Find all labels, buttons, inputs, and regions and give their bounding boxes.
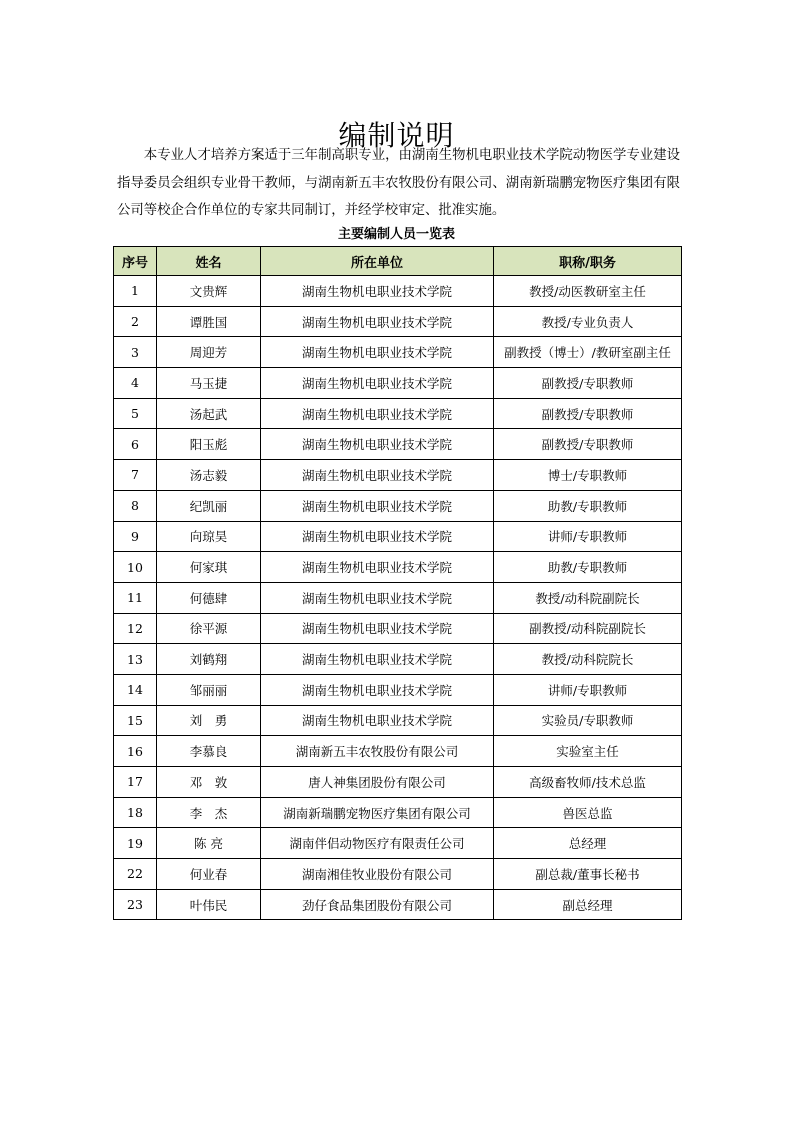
cell-unit: 湖南新瑞鹏宠物医疗集团有限公司 bbox=[261, 797, 494, 828]
cell-title: 副总裁/董事长秘书 bbox=[494, 859, 682, 890]
cell-name: 何家琪 bbox=[157, 552, 261, 583]
cell-no: 12 bbox=[114, 613, 157, 644]
table-row bbox=[114, 828, 682, 859]
table-row bbox=[114, 398, 682, 429]
cell-unit: 湖南生物机电职业技术学院 bbox=[261, 521, 494, 552]
cell-name: 李慕良 bbox=[157, 736, 261, 767]
table-body bbox=[114, 276, 682, 920]
cell-name: 叶伟民 bbox=[157, 889, 261, 920]
table-row bbox=[114, 490, 682, 521]
header-unit: 所在单位 bbox=[261, 247, 494, 276]
cell-no: 10 bbox=[114, 552, 157, 583]
cell-no: 6 bbox=[114, 429, 157, 460]
cell-no: 19 bbox=[114, 828, 157, 859]
cell-title: 讲师/专职教师 bbox=[494, 521, 682, 552]
cell-name: 汤志毅 bbox=[157, 460, 261, 491]
cell-title: 副教授/专职教师 bbox=[494, 368, 682, 399]
cell-unit: 劲仔食品集团股份有限公司 bbox=[261, 889, 494, 920]
table-row bbox=[114, 859, 682, 890]
cell-no: 5 bbox=[114, 398, 157, 429]
table-row bbox=[114, 337, 682, 368]
cell-no: 17 bbox=[114, 767, 157, 798]
cell-title: 讲师/专职教师 bbox=[494, 674, 682, 705]
cell-name: 周迎芳 bbox=[157, 337, 261, 368]
cell-name: 陈 亮 bbox=[157, 828, 261, 859]
table-row bbox=[114, 767, 682, 798]
cell-unit: 湖南新五丰农牧股份有限公司 bbox=[261, 736, 494, 767]
table-row bbox=[114, 736, 682, 767]
cell-title: 总经理 bbox=[494, 828, 682, 859]
table-row bbox=[114, 460, 682, 491]
cell-no: 11 bbox=[114, 582, 157, 613]
table-header-row bbox=[114, 247, 682, 276]
table-row bbox=[114, 521, 682, 552]
cell-no: 18 bbox=[114, 797, 157, 828]
cell-no: 1 bbox=[114, 276, 157, 307]
cell-name: 纪凯丽 bbox=[157, 490, 261, 521]
cell-name: 刘 勇 bbox=[157, 705, 261, 736]
table-row bbox=[114, 582, 682, 613]
cell-name: 向琼昊 bbox=[157, 521, 261, 552]
cell-unit: 唐人神集团股份有限公司 bbox=[261, 767, 494, 798]
cell-title: 助教/专职教师 bbox=[494, 552, 682, 583]
cell-unit: 湖南生物机电职业技术学院 bbox=[261, 582, 494, 613]
intro-paragraph: 本专业人才培养方案适于三年制高职专业，由湖南生物机电职业技术学院动物医学专业建设指导委员会组织专业骨干教师，与湖南新五丰农牧股份有限公司、湖南新瑞鹏宠物医疗集团有限公司等校企合作单位的专家共同制订，并经学校审定、批准实施。 bbox=[117, 148, 680, 218]
header-no: 序号 bbox=[114, 247, 157, 276]
cell-unit: 湖南湘佳牧业股份有限公司 bbox=[261, 859, 494, 890]
header-name: 姓名 bbox=[157, 247, 261, 276]
cell-no: 2 bbox=[114, 306, 157, 337]
cell-unit: 湖南生物机电职业技术学院 bbox=[261, 429, 494, 460]
cell-no: 16 bbox=[114, 736, 157, 767]
cell-unit: 湖南生物机电职业技术学院 bbox=[261, 644, 494, 675]
table-row bbox=[114, 552, 682, 583]
cell-name: 何业春 bbox=[157, 859, 261, 890]
cell-unit: 湖南生物机电职业技术学院 bbox=[261, 306, 494, 337]
cell-name: 汤起武 bbox=[157, 398, 261, 429]
cell-title: 实验员/专职教师 bbox=[494, 705, 682, 736]
cell-no: 9 bbox=[114, 521, 157, 552]
cell-name: 徐平源 bbox=[157, 613, 261, 644]
cell-no: 23 bbox=[114, 889, 157, 920]
table-row bbox=[114, 613, 682, 644]
table-row bbox=[114, 276, 682, 307]
cell-title: 副总经理 bbox=[494, 889, 682, 920]
staff-table bbox=[113, 246, 682, 920]
cell-unit: 湖南生物机电职业技术学院 bbox=[261, 398, 494, 429]
cell-unit: 湖南生物机电职业技术学院 bbox=[261, 613, 494, 644]
cell-title: 教授/动医教研室主任 bbox=[494, 276, 682, 307]
cell-name: 谭胜国 bbox=[157, 306, 261, 337]
cell-unit: 湖南生物机电职业技术学院 bbox=[261, 337, 494, 368]
table-row bbox=[114, 368, 682, 399]
cell-name: 李 杰 bbox=[157, 797, 261, 828]
cell-title: 兽医总监 bbox=[494, 797, 682, 828]
cell-no: 14 bbox=[114, 674, 157, 705]
cell-name: 阳玉彪 bbox=[157, 429, 261, 460]
cell-title: 副教授/动科院副院长 bbox=[494, 613, 682, 644]
cell-unit: 湖南生物机电职业技术学院 bbox=[261, 490, 494, 521]
cell-name: 邓 敦 bbox=[157, 767, 261, 798]
table-row bbox=[114, 306, 682, 337]
page-title: 编制说明 bbox=[338, 118, 455, 152]
cell-unit: 湖南伴侣动物医疗有限责任公司 bbox=[261, 828, 494, 859]
table-row bbox=[114, 429, 682, 460]
cell-unit: 湖南生物机电职业技术学院 bbox=[261, 276, 494, 307]
cell-title: 博士/专职教师 bbox=[494, 460, 682, 491]
cell-no: 13 bbox=[114, 644, 157, 675]
cell-no: 3 bbox=[114, 337, 157, 368]
cell-title: 教授/动科院副院长 bbox=[494, 582, 682, 613]
cell-unit: 湖南生物机电职业技术学院 bbox=[261, 674, 494, 705]
header-title: 职称/职务 bbox=[494, 247, 682, 276]
table-row bbox=[114, 889, 682, 920]
cell-title: 副教授/专职教师 bbox=[494, 398, 682, 429]
cell-no: 15 bbox=[114, 705, 157, 736]
cell-name: 何德肆 bbox=[157, 582, 261, 613]
cell-title: 教授/专业负责人 bbox=[494, 306, 682, 337]
table-row bbox=[114, 797, 682, 828]
cell-title: 教授/动科院院长 bbox=[494, 644, 682, 675]
cell-unit: 湖南生物机电职业技术学院 bbox=[261, 705, 494, 736]
cell-title: 副教授（博士）/教研室副主任 bbox=[494, 337, 682, 368]
cell-no: 8 bbox=[114, 490, 157, 521]
cell-no: 22 bbox=[114, 859, 157, 890]
cell-no: 7 bbox=[114, 460, 157, 491]
table-caption: 主要编制人员一览表 bbox=[337, 227, 455, 242]
cell-name: 文贵辉 bbox=[157, 276, 261, 307]
cell-unit: 湖南生物机电职业技术学院 bbox=[261, 552, 494, 583]
table-row bbox=[114, 705, 682, 736]
cell-unit: 湖南生物机电职业技术学院 bbox=[261, 460, 494, 491]
cell-title: 高级畜牧师/技术总监 bbox=[494, 767, 682, 798]
cell-name: 邹丽丽 bbox=[157, 674, 261, 705]
table-row bbox=[114, 674, 682, 705]
cell-unit: 湖南生物机电职业技术学院 bbox=[261, 368, 494, 399]
cell-title: 实验室主任 bbox=[494, 736, 682, 767]
cell-title: 助教/专职教师 bbox=[494, 490, 682, 521]
cell-name: 马玉捷 bbox=[157, 368, 261, 399]
cell-title: 副教授/专职教师 bbox=[494, 429, 682, 460]
cell-no: 4 bbox=[114, 368, 157, 399]
table-row bbox=[114, 644, 682, 675]
cell-name: 刘鹤翔 bbox=[157, 644, 261, 675]
